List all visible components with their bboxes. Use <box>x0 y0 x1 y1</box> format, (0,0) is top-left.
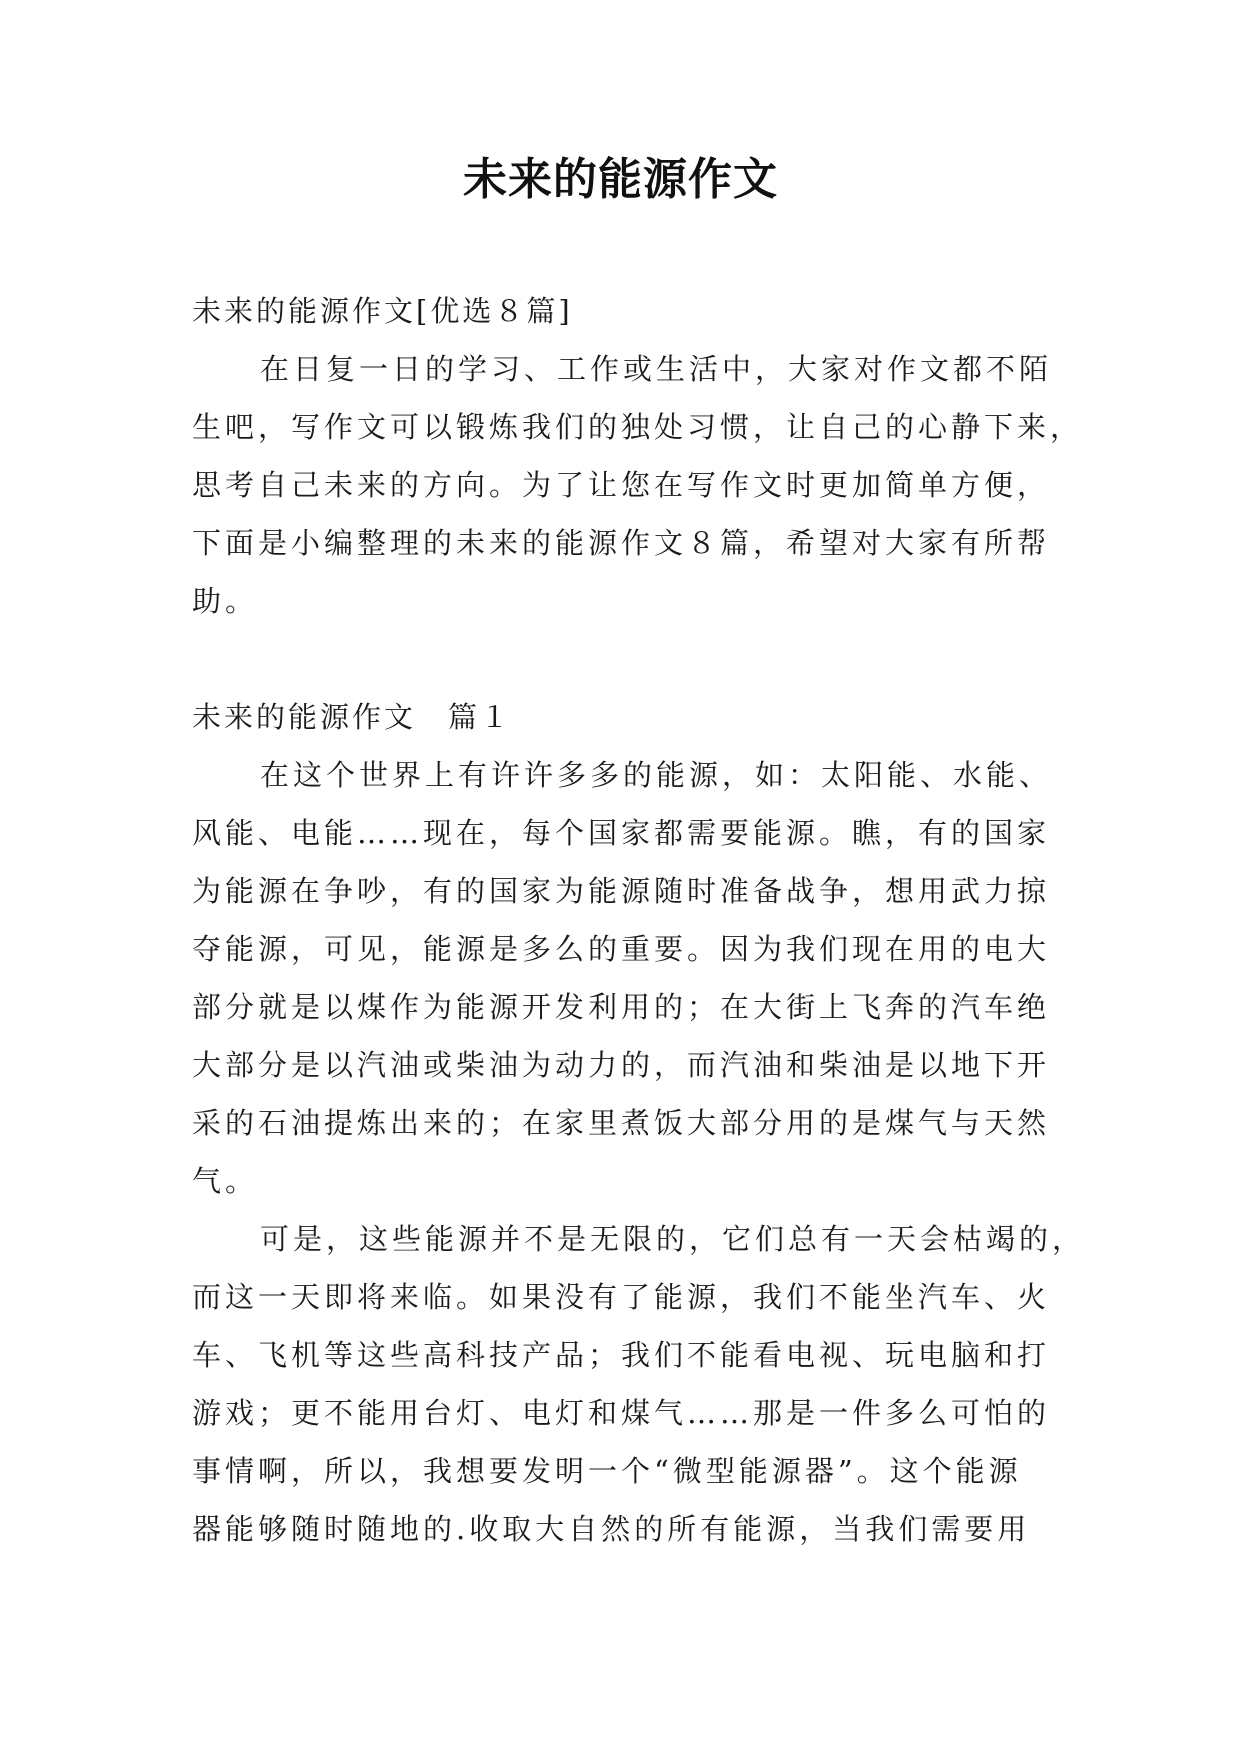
section1-paragraph-2 <box>192 1210 1086 1558</box>
intro-line: 助。 <box>192 584 259 618</box>
paragraph-line: 器能够随时随地的.收取大自然的所有能源，当我们需要用 <box>192 1512 1031 1546</box>
document-body <box>192 282 1086 1558</box>
paragraph-line: 为能源在争吵，有的国家为能源随时准备战争，想用武力掠 <box>192 874 1051 908</box>
paragraph-line: 可是，这些能源并不是无限的，它们总有一天会枯竭的， <box>260 1222 1086 1256</box>
intro-line: 生吧，写作文可以锻炼我们的独处习惯，让自己的心静下来， <box>192 410 1084 444</box>
paragraph-line: 车、飞机等这些高科技产品；我们不能看电视、玩电脑和打 <box>192 1338 1051 1372</box>
paragraph-line: 而这一天即将来临。如果没有了能源，我们不能坐汽车、火 <box>192 1280 1051 1314</box>
paragraph-line: 风能、电能……现在，每个国家都需要能源。瞧，有的国家 <box>192 816 1051 850</box>
paragraph-line: 气。 <box>192 1164 259 1198</box>
paragraph-line: 大部分是以汽油或柴油为动力的，而汽油和柴油是以地下开 <box>192 1048 1051 1082</box>
intro-line: 在日复一日的学习、工作或生活中，大家对作文都不陌 <box>260 352 1053 386</box>
paragraph-line: 部分就是以煤作为能源开发利用的；在大街上飞奔的汽车绝 <box>192 990 1051 1024</box>
paragraph-line: 在这个世界上有许许多多的能源，如：太阳能、水能、 <box>260 758 1053 792</box>
paragraph-line: 游戏；更不能用台灯、电灯和煤气……那是一件多么可怕的 <box>192 1396 1051 1430</box>
intro-line: 思考自己未来的方向。为了让您在写作文时更加简单方便， <box>192 468 1051 502</box>
document-subtitle: 未来的能源作文[优选８篇] <box>192 294 573 328</box>
section-heading: 未来的能源作文 篇１ <box>192 700 513 734</box>
section1-paragraph-1 <box>192 746 1062 1210</box>
spacer <box>192 630 1062 688</box>
intro-line: 下面是小编整理的未来的能源作文８篇，希望对大家有所帮 <box>192 526 1051 560</box>
intro-paragraph <box>192 340 1084 630</box>
document-title: 未来的能源作文 <box>463 154 778 205</box>
paragraph-line: 夺能源，可见，能源是多么的重要。因为我们现在用的电大 <box>192 932 1051 966</box>
paragraph-line: 采的石油提炼出来的；在家里煮饭大部分用的是煤气与天然 <box>192 1106 1051 1140</box>
paragraph-line: 事情啊，所以，我想要发明一个“微型能源器”。这个能源 <box>192 1454 1022 1488</box>
